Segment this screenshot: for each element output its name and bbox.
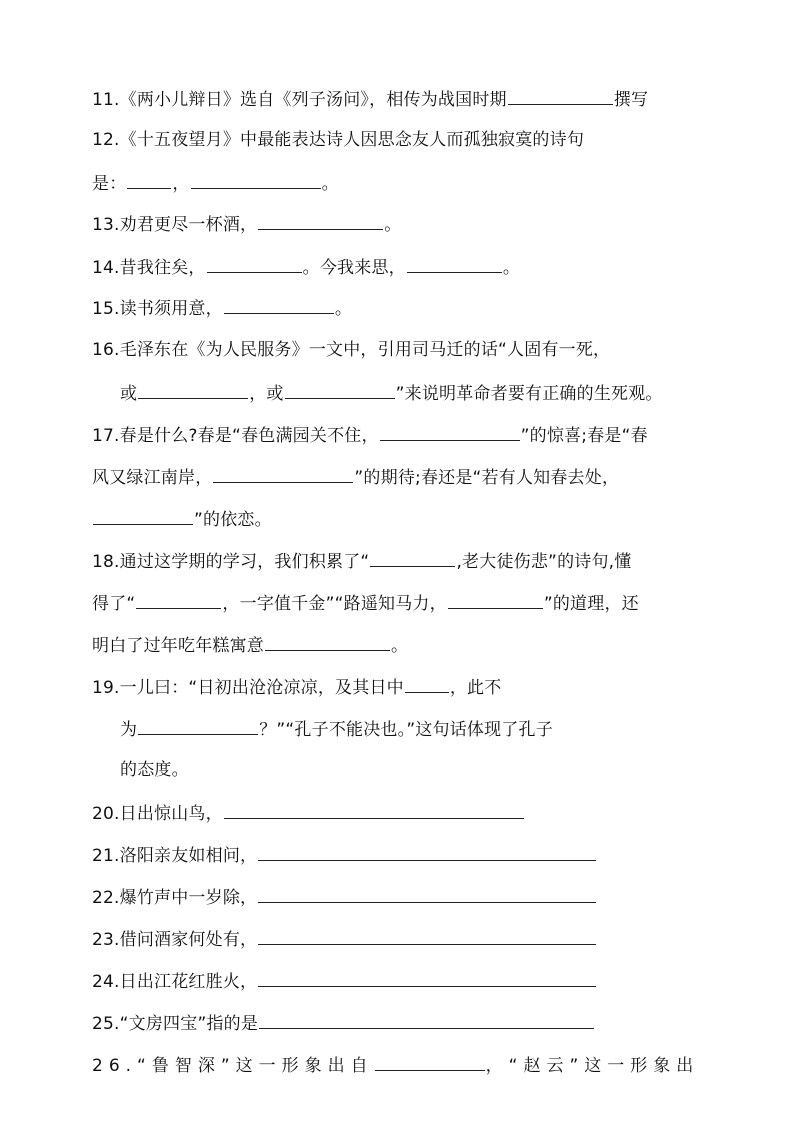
question-22 [92, 884, 597, 910]
question-11 [92, 86, 648, 112]
question-18-cont [92, 590, 639, 616]
q19-text: 19.一儿曰：“日初出沧沧凉凉，及其日中 [92, 678, 404, 698]
q16-text-d: ”来说明革命者要有正确的生死观。 [395, 384, 663, 404]
answer-blank[interactable] [258, 968, 596, 987]
q19-text-c: 为 [120, 720, 138, 740]
question-21 [92, 842, 597, 868]
q17-text-e: ”的依恋。 [194, 510, 272, 530]
question-17-cont2 [92, 506, 272, 532]
question-19-cont2 [120, 758, 189, 782]
answer-blank[interactable] [448, 590, 543, 609]
q14-text-b: 。今我来思， [302, 258, 406, 278]
q15-text-end: 。 [334, 299, 353, 319]
q17-text-d: ”的期待;春还是“若有人知春去处， [354, 468, 620, 488]
answer-blank[interactable] [265, 632, 390, 651]
answer-blank[interactable] [375, 1052, 485, 1071]
answer-blank[interactable] [258, 211, 383, 230]
q25-text: 25.“文房四宝”指的是 [92, 1014, 259, 1034]
q16-text-c: ，或 [249, 384, 284, 404]
question-16 [92, 338, 610, 362]
answer-blank[interactable] [370, 548, 455, 567]
question-18 [92, 548, 631, 574]
answer-blank[interactable] [285, 380, 395, 399]
answer-blank[interactable] [259, 1010, 594, 1029]
q16-text: 16.毛泽东在《为人民服务》一文中，引用司马迁的话“人固有一死， [92, 340, 611, 360]
q18-text: 18.通过这学期的学习，我们积累了“ [92, 552, 370, 572]
q18-text-f: 明白了过年吃年糕寓意 [92, 636, 264, 656]
q12-text-b: 是： [92, 174, 127, 194]
q13-text: 13.劝君更尽一杯酒， [92, 215, 258, 235]
question-14 [92, 254, 520, 280]
q11-text-end: 撰写 [613, 90, 649, 110]
answer-blank[interactable] [405, 674, 449, 693]
answer-blank[interactable] [224, 295, 334, 314]
q18-text-c: 得了“ [92, 594, 136, 614]
answer-blank[interactable] [407, 254, 502, 273]
q14-text: 14.昔我往矣， [92, 258, 206, 278]
answer-blank[interactable] [258, 842, 596, 861]
answer-blank[interactable] [380, 422, 520, 441]
q19-text-d: ？”“孔子不能决也。”这句话体现了孔子 [259, 720, 553, 740]
question-26 [92, 1052, 699, 1078]
answer-blank[interactable] [258, 926, 596, 945]
q17-text: 17.春是什么?春是“春色满园关不住， [92, 426, 379, 446]
q22-text: 22.爆竹声中一岁除， [92, 888, 258, 908]
answer-blank[interactable] [136, 590, 221, 609]
answer-blank[interactable] [258, 884, 596, 903]
answer-blank[interactable] [207, 254, 302, 273]
q15-text: 15.读书须用意， [92, 299, 223, 319]
q19-text-e: 的态度。 [120, 760, 189, 780]
question-13 [92, 211, 401, 237]
answer-blank[interactable] [224, 800, 524, 819]
answer-blank[interactable] [127, 170, 171, 189]
q11-text: 11.《两小儿辩日》选自《列子汤问》，相传为战国时期 [92, 90, 507, 110]
q12-text: 12.《十五夜望月》中最能表达诗人因思念友人而孤独寂寞的诗句 [92, 130, 585, 150]
q26-text-b: ，“赵云”这一形象出 [485, 1056, 700, 1076]
q14-text-c: 。 [502, 258, 521, 278]
answer-blank[interactable] [93, 506, 193, 525]
q16-text-b: 或 [120, 384, 138, 404]
q12-text-d: 。 [321, 174, 339, 194]
q24-text: 24.日出江花红胜火， [92, 972, 258, 992]
q18-text-e: ”的道理，还 [543, 594, 639, 614]
q18-text-g: 。 [391, 636, 409, 656]
question-25 [92, 1010, 595, 1036]
question-18-cont2 [92, 632, 408, 658]
question-20 [92, 800, 525, 826]
q26-text: 26.“鲁智深”这一形象出自 [92, 1056, 374, 1076]
question-19 [92, 674, 501, 700]
answer-blank[interactable] [191, 170, 321, 189]
q18-text-b: ,老大徒伤悲”的诗句,懂 [456, 552, 632, 572]
question-19-cont [120, 716, 553, 742]
q20-text: 20.日出惊山鸟， [92, 804, 223, 824]
answer-blank[interactable] [138, 380, 248, 399]
q18-text-d: ，一字值千金”“路遥知马力， [222, 594, 447, 614]
q19-text-b: ，此不 [449, 678, 502, 698]
q17-text-c: 风又绿江南岸， [92, 468, 213, 488]
q17-text-b: ”的惊喜;春是“春 [520, 426, 648, 446]
answer-blank[interactable] [508, 86, 613, 105]
q21-text: 21.洛阳亲友如相问， [92, 846, 258, 866]
question-17-cont [92, 464, 619, 490]
question-12 [92, 128, 584, 152]
question-15 [92, 295, 352, 321]
q13-text-end: 。 [384, 215, 402, 235]
q23-text: 23.借问酒家何处有， [92, 930, 258, 950]
question-23 [92, 926, 597, 952]
answer-blank[interactable] [213, 464, 353, 483]
q12-text-c: ， [172, 174, 190, 194]
question-16-cont [120, 380, 663, 406]
answer-blank[interactable] [138, 716, 258, 735]
question-24 [92, 968, 597, 994]
question-17 [92, 422, 648, 448]
question-12-cont [92, 170, 339, 196]
